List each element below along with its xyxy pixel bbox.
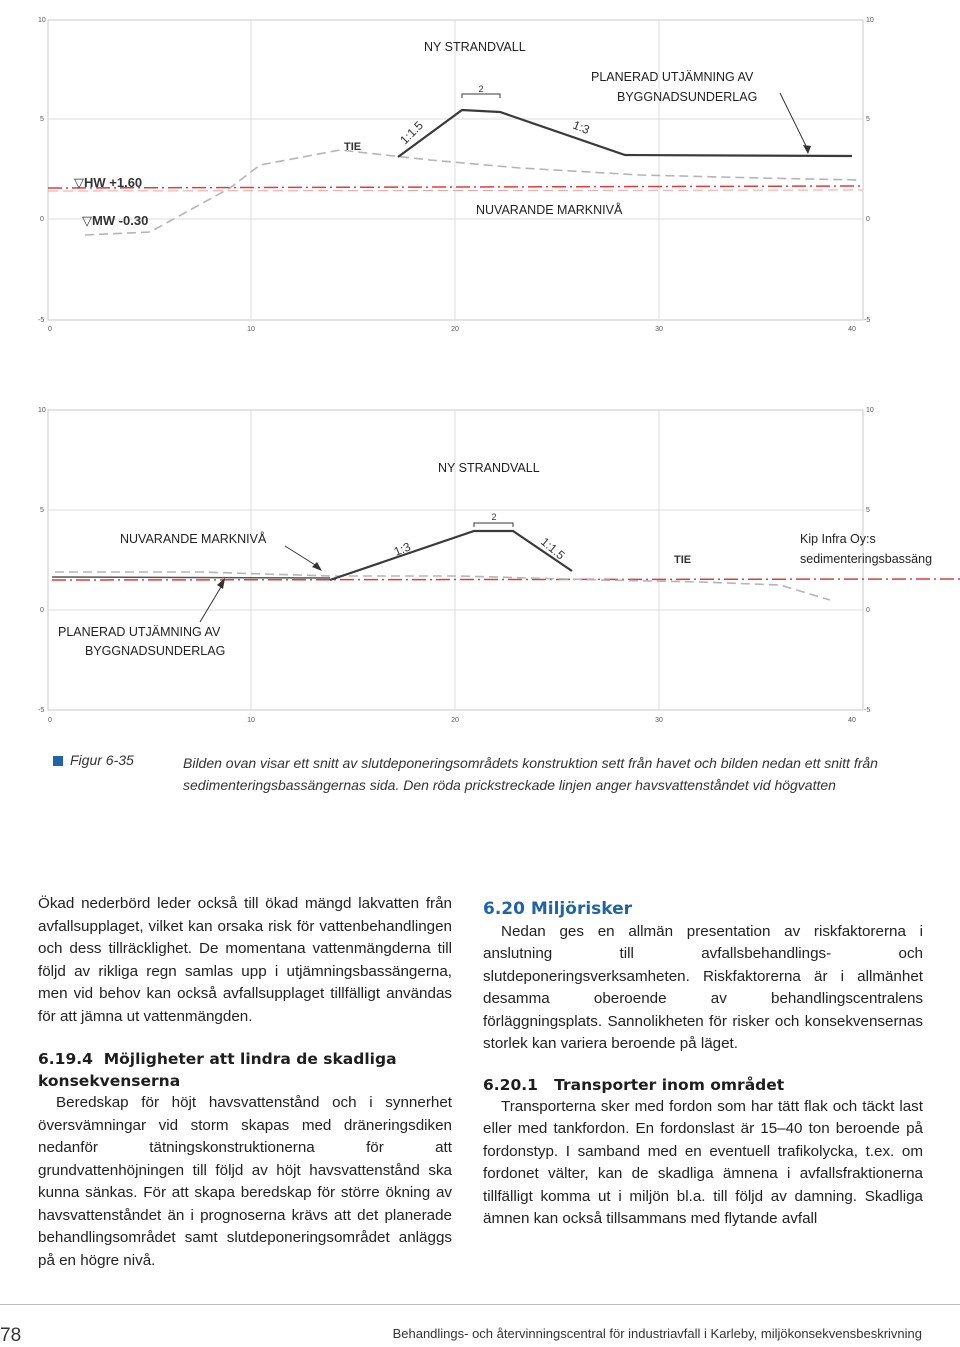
right-column: [483, 898, 923, 1231]
basin-label-line2: sedimenteringsbassäng: [800, 552, 933, 566]
planned-base-line: [52, 577, 330, 578]
bottom-x-ticks: [48, 717, 856, 724]
x-tick-label: 40: [848, 717, 856, 724]
section-heading-6-20: 6.20 Miljörisker: [483, 899, 633, 919]
high-water-line: [52, 579, 960, 580]
planned-label-line2: BYGGNADSUNDERLAG: [85, 644, 226, 658]
subsection-title: Möjligheter att lindra de skadliga konsekvenserna: [38, 1050, 397, 1090]
slope-label-left: 1:1.5: [397, 118, 427, 148]
y-tick-label: -5: [38, 707, 45, 714]
tie-label: TIE: [344, 141, 362, 153]
existing-ground-label: NUVARANDE MARKNIVÅ: [120, 532, 267, 546]
y-tick-label: -5: [864, 707, 871, 714]
slope-label-left: 1:3: [391, 539, 413, 559]
mw-label: ▽MW -0.30: [82, 213, 149, 228]
figure-caption-label: Figur 6-35: [70, 752, 134, 768]
y-tick-label: 5: [40, 507, 44, 514]
y-tick-label: -5: [864, 317, 871, 324]
top-grid: [48, 20, 863, 320]
existing-ground-line: [85, 150, 860, 235]
bottom-y-ticks: [38, 407, 874, 714]
subsection-title: Transporter inom området: [554, 1075, 785, 1094]
top-y-ticks: [38, 17, 874, 324]
y-tick-label: -5: [38, 317, 45, 324]
y-tick-label: 5: [40, 116, 44, 123]
crest-width-bracket: [474, 523, 513, 527]
right-paragraph-2: Transporterna sker med fordon som har tätt flak och täckt last eller med tankfordon. En fordonslast är 15–40 ton beroende på fordonstyp. I samband med en eventuell trafikolycka, t.ex. om fordonet välter, kan de skadliga ämnena i avfallsfraktionerna tillfälligt komma ut i miljön bl.a. till följd av damning. Skadliga ämnen kan också tillsammans med flytande avfall: [483, 1097, 923, 1227]
y-tick-label: 0: [866, 216, 870, 223]
y-tick-label: 5: [866, 116, 870, 123]
subsection-heading-6-20-1: [483, 1074, 923, 1096]
footer-divider: [0, 1304, 960, 1305]
y-tick-label: 0: [40, 607, 44, 614]
right-paragraph-1: Nedan ges en allmän presentation av riskfaktorerna i anslutning till avfallsbehandlings- och slutdeponeringsverksamheten. Riskfaktorerna är i allmänhet desamma oberoende av behandlingscentralens förläggningsplats. Sannolikheten för risker och konsekvensernas storlek kan variera beroende på läget.: [483, 922, 923, 1052]
figure-caption-text: Bilden ovan visar ett snitt av slutdeponeringsområdets konstruktion sett från havet och bilden nedan ett snitt från sedimenteringsbassängernas sida. Den röda prickstreckade linjen anger havsvattenståndet vid högvatten: [183, 755, 878, 793]
y-tick-label: 10: [866, 407, 874, 414]
crest-width-label: 2: [478, 84, 484, 94]
planned-label-line2: BYGGNADSUNDERLAG: [617, 90, 758, 104]
bottom-grid: [48, 410, 863, 710]
x-tick-label: 20: [451, 326, 459, 333]
planned-label-line1: PLANERAD UTJÄMNING AV: [58, 625, 221, 639]
y-tick-label: 5: [866, 507, 870, 514]
x-tick-label: 0: [48, 717, 52, 724]
existing-ground-label: NUVARANDE MARKNIVÅ: [476, 203, 623, 217]
footer-title: Behandlings- och återvinningscentral för industriavfall i Karleby, miljökonsekvensbeskrivning: [392, 1326, 922, 1341]
top-cross-section: [38, 17, 874, 333]
planned-profile-line: [398, 110, 852, 157]
caption-marker-icon: [53, 756, 63, 766]
page-number: 78: [0, 1325, 22, 1346]
subsection-heading-6-19-4: [38, 1048, 452, 1092]
tie-label: TIE: [674, 554, 692, 566]
arrow-head-icon: [803, 145, 811, 154]
x-tick-label: 40: [848, 326, 856, 333]
slope-label-right: 1:3: [570, 117, 592, 138]
subsection-number: 6.20.1: [483, 1075, 538, 1094]
crest-width-bracket: [462, 94, 500, 98]
y-tick-label: 10: [38, 407, 46, 414]
y-tick-label: 0: [40, 216, 44, 223]
y-tick-label: 0: [866, 607, 870, 614]
x-tick-label: 10: [247, 326, 255, 333]
y-tick-label: 10: [38, 17, 46, 24]
new-wall-label: NY STRANDVALL: [438, 461, 540, 475]
slope-label-right: 1:1.5: [538, 534, 568, 563]
basin-label-line1: Kip Infra Oy:s: [800, 532, 876, 546]
bottom-cross-section: [38, 407, 960, 724]
x-tick-label: 30: [655, 717, 663, 724]
top-x-ticks: [48, 326, 856, 333]
x-tick-label: 20: [451, 717, 459, 724]
planned-leader-line: [200, 582, 224, 622]
new-wall-label: NY STRANDVALL: [424, 40, 526, 54]
planned-label-line1: PLANERAD UTJÄMNING AV: [591, 70, 754, 84]
x-tick-label: 10: [247, 717, 255, 724]
crest-width-label: 2: [491, 512, 497, 522]
left-paragraph-2: Beredskap för höjt havsvattenstånd och i synnerhet översvämningar vid storm skapas med dräneringsdiken nedanför tätningskonstruktionerna för att grundvattenhöjningen till följd av höjt havsvattenstånd ska kunna sänkas. För att skapa beredskap för större ökning av havsvattenståndet än i prognoserna krävs att det planerade behandlingsområdet samt slutdeponeringsområdet anläggs på en högre nivå.: [38, 1094, 452, 1269]
x-tick-label: 30: [655, 326, 663, 333]
y-tick-label: 10: [866, 17, 874, 24]
planned-profile-line: [330, 531, 572, 580]
high-water-line-secondary: [48, 190, 863, 191]
existing-ground-line: [55, 572, 830, 600]
subsection-number: 6.19.4: [38, 1050, 93, 1068]
x-tick-label: 0: [48, 326, 52, 333]
planned-leader-line: [780, 93, 808, 150]
left-column: [38, 893, 452, 1272]
left-paragraph-1: Ökad nederbörd leder också till ökad mängd lakvatten från avfallsupplaget, vilket kan orsaka risk för vattenbehandlingen och dess tillräcklighet. De momentana vattenmängderna till följd av rikliga regn samlas upp i utjämningsbassängerna, men vid behov kan också avfallsupplaget tillfälligt användas för att jämna ut vattenmängden.: [38, 895, 452, 1025]
hw-label: ▽HW +1.60: [74, 175, 143, 190]
